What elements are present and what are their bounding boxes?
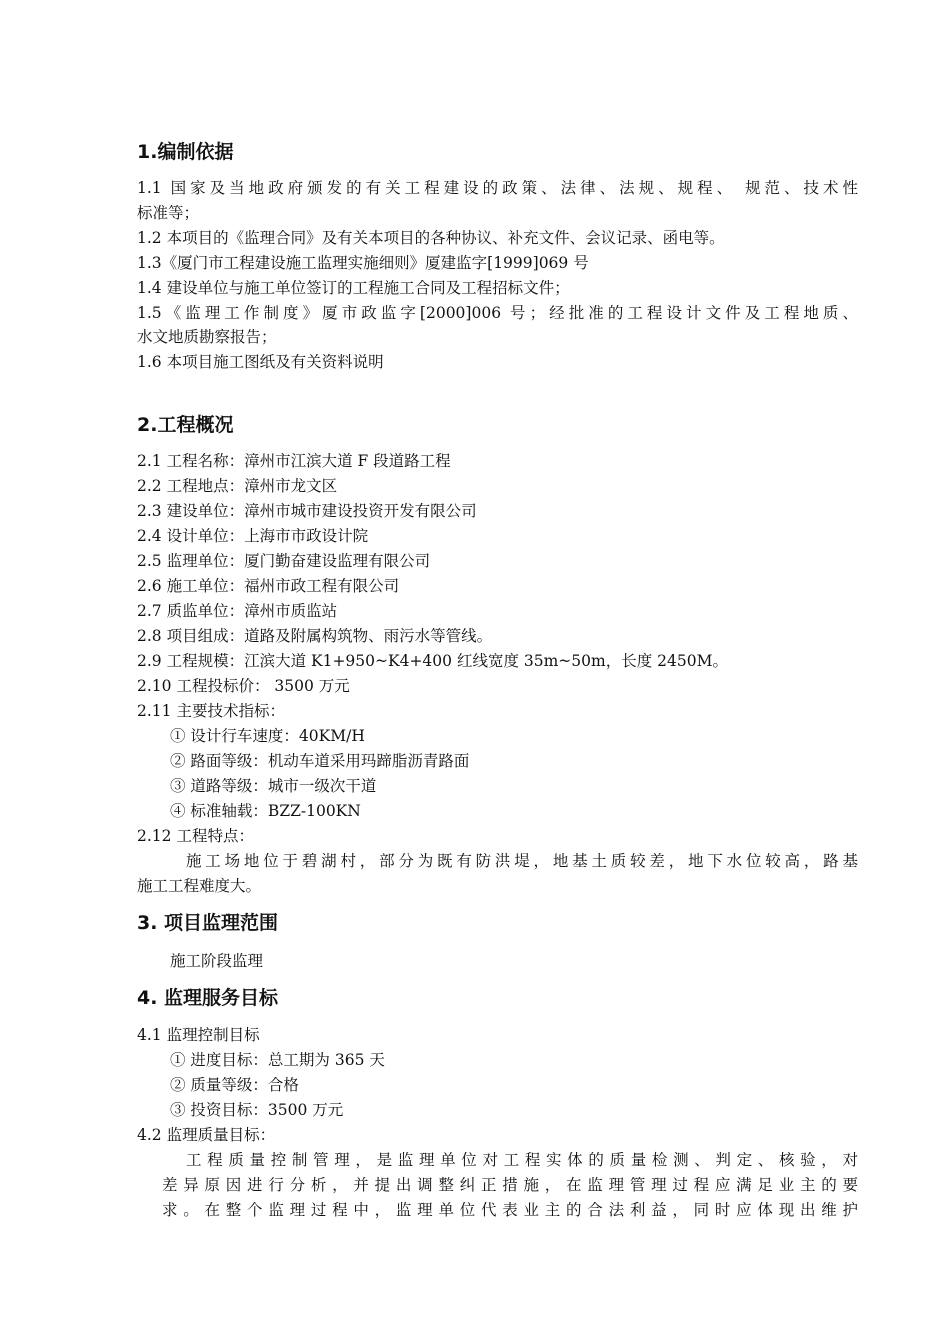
tech-item-4: ④ 标准轴载：BZZ-100KN	[170, 802, 361, 820]
s1-line-2: 标准等；	[137, 204, 200, 222]
tech-item-1: ① 设计行车速度：40KM/H	[170, 727, 365, 745]
s1-line-8: 1.6 本项目施工图纸及有关资料说明	[137, 353, 384, 371]
s4-label-1: 4.1 监理控制目标	[137, 1026, 260, 1044]
s2-line-8: 2.8 项目组成：道路及附属构筑物、雨污水等管线。	[137, 627, 493, 645]
s2-line-10: 2.10 工程投标价： 3500 万元	[137, 677, 350, 695]
para-line-2: 差异原因进行分析，并提出调整纠正措施，在监理管理过程应满足业主的要	[162, 1176, 858, 1194]
s2-line-5: 2.5 监理单位：厦门勤奋建设监理有限公司	[137, 552, 431, 570]
s2-line-11: 2.11 主要技术指标：	[137, 702, 285, 720]
s1-line-6: 1.5《监理工作制度》厦市政监字[2000]006 号；经批准的工程设计文件及工程地质、	[137, 304, 858, 322]
s4-label-2: 4.2 监理质量目标：	[137, 1126, 276, 1144]
s2-line-9: 2.9 工程规模：江滨大道 K1+950~K4+400 红线宽度 35m~50m，长度 2450M。	[137, 652, 728, 670]
section-2-heading: 2.工程概况	[137, 414, 234, 436]
s2-line-4: 2.4 设计单位：上海市市政设计院	[137, 527, 369, 545]
target-item-2: ② 质量等级：合格	[170, 1076, 299, 1094]
feature-line-2: 施工工程难度大。	[137, 877, 262, 895]
section-4-heading: 4. 监理服务目标	[137, 987, 279, 1009]
s3-line-1: 施工阶段监理	[170, 952, 264, 970]
target-item-3: ③ 投资目标：3500 万元	[170, 1101, 344, 1119]
s1-line-3: 1.2 本项目的《监理合同》及有关本项目的各种协议、补充文件、会议记录、函电等。	[137, 229, 725, 247]
s2-line-6: 2.6 施工单位：福州市政工程有限公司	[137, 577, 400, 595]
para-line-1: 工程质量控制管理，是监理单位对工程实体的质量检测、判定、核验，对	[186, 1151, 858, 1169]
tech-item-3: ③ 道路等级：城市一级次干道	[170, 777, 377, 795]
s2-line-3: 2.3 建设单位：漳州市城市建设投资开发有限公司	[137, 502, 477, 520]
s1-line-4: 1.3《厦门市工程建设施工监理实施细则》厦建监字[1999]069 号	[137, 254, 589, 272]
para-line-3: 求。在整个监理过程中，监理单位代表业主的合法利益，同时应体现出维护	[162, 1201, 858, 1219]
section-1-heading: 1.编制依据	[137, 141, 234, 163]
s2-line-2: 2.2 工程地点：漳州市龙文区	[137, 477, 338, 495]
s1-line-1: 1.1 国家及当地政府颁发的有关工程建设的政策、法律、法规、规程、 规范、技术性	[137, 179, 858, 197]
feature-label: 2.12 工程特点：	[137, 827, 254, 845]
s2-line-7: 2.7 质监单位：漳州市质监站	[137, 602, 338, 620]
feature-line-1: 施工场地位于碧湖村，部分为既有防洪堤，地基土质较差，地下水位较高，路基	[186, 852, 858, 870]
target-item-1: ① 进度目标：总工期为 365 天	[170, 1051, 385, 1069]
s1-line-5: 1.4 建设单位与施工单位签订的工程施工合同及工程招标文件；	[137, 279, 570, 297]
tech-item-2: ② 路面等级：机动车道采用玛蹄脂沥青路面	[170, 752, 470, 770]
s1-line-7: 水文地质勘察报告；	[137, 328, 277, 346]
s2-line-1: 2.1 工程名称：漳州市江滨大道 F 段道路工程	[137, 452, 451, 470]
section-3-heading: 3. 项目监理范围	[137, 912, 279, 934]
